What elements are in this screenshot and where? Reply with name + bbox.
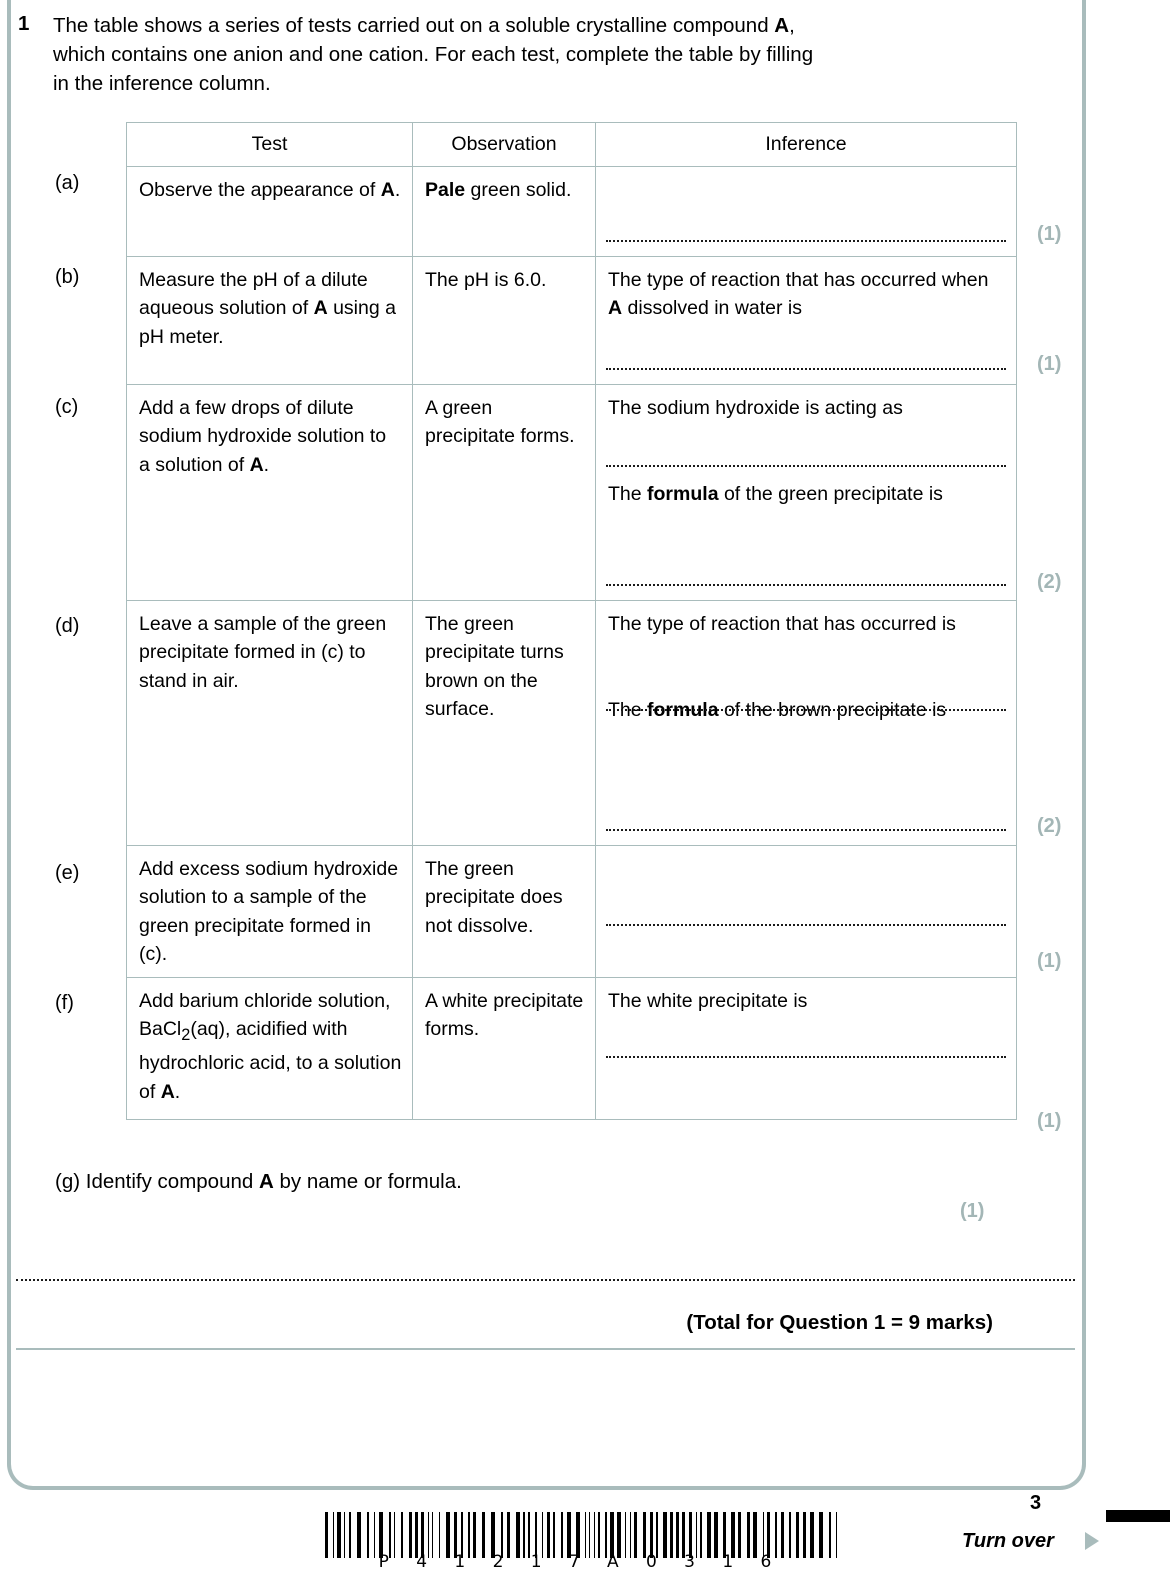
barcode-char: 1 <box>454 1552 466 1572</box>
inf-d-line-1: The type of reaction that has occurred is <box>608 612 956 635</box>
inf-c-line-1: The sodium hydroxide is acting as <box>608 396 903 419</box>
part-g-pre: (g) Identify compound <box>55 1170 259 1193</box>
test-b-pre: Measure the pH of a dilute aqueous solution of <box>139 268 368 319</box>
test-f-compound: A <box>160 1080 175 1103</box>
inf-c-line-2-pre: The <box>608 483 648 505</box>
marks-f: (1) <box>1037 1110 1062 1132</box>
answer-line-c-2[interactable] <box>606 584 1006 586</box>
cell-test-d: Leave a sample of the green precipitate formed in (c) to stand in air. <box>127 600 413 845</box>
marks-g: (1) <box>960 1200 985 1222</box>
test-a-pre: Observe the appearance of <box>139 178 381 201</box>
barcode-char: 1 <box>530 1552 542 1572</box>
inf-f-line-1: The white precipitate is <box>608 989 808 1012</box>
inf-b-post: dissolved in water is <box>622 297 803 319</box>
marks-e: (1) <box>1037 950 1062 972</box>
barcode-char: A <box>607 1552 619 1572</box>
cell-test-e: Add excess sodium hydroxide solution to a sample of the green precipitate formed in (c). <box>127 845 413 977</box>
cell-test-a <box>127 166 413 256</box>
cell-observation-c: A green precipitate forms. <box>413 384 596 600</box>
test-f-post: . <box>174 1080 181 1103</box>
cell-inference-a[interactable] <box>596 166 1017 256</box>
test-b-compound: A <box>313 297 328 319</box>
header-inference: Inference <box>596 123 1017 167</box>
cell-inference-f[interactable] <box>596 977 1017 1119</box>
test-c-post: . <box>263 453 270 476</box>
inf-d-line-2-post: of the brown precipitate is <box>718 699 947 721</box>
part-g-post: by name or formula. <box>273 1170 462 1193</box>
test-a-post: . <box>394 178 401 201</box>
cell-observation-f: A white precipitate forms. <box>413 977 596 1119</box>
turn-over-arrow-icon <box>1085 1532 1099 1550</box>
test-b-post: using a pH meter. <box>139 297 396 348</box>
tests-table <box>126 122 1017 1120</box>
page-number: 3 <box>1030 1492 1042 1514</box>
test-f-mid: (aq), acidified with hydrochloric acid, to a solution of <box>139 1018 402 1103</box>
part-label-e: (e) <box>55 862 80 884</box>
marks-c: (2) <box>1037 571 1062 593</box>
table-header-row <box>127 123 1017 167</box>
answer-line-d-2[interactable] <box>606 829 1006 831</box>
total-rule-divider <box>16 1348 1075 1350</box>
page-edge-marker <box>1106 1510 1170 1522</box>
cell-inference-c[interactable] <box>596 384 1017 600</box>
turn-over-label: Turn over <box>962 1530 1054 1552</box>
cell-inference-b[interactable] <box>596 256 1017 384</box>
inf-d-formula-bold: formula <box>647 699 719 721</box>
test-a-compound: A <box>380 178 395 201</box>
cell-test-b <box>127 256 413 384</box>
table-row-e <box>127 845 1017 977</box>
test-c-pre: Add a few drops of dilute sodium hydroxide solution to a solution of <box>139 396 387 476</box>
part-label-f: (f) <box>55 992 74 1014</box>
marks-d: (2) <box>1037 815 1062 837</box>
header-observation: Observation <box>413 123 596 167</box>
total-marks-label: (Total for Question 1 = 9 marks) <box>686 1311 993 1334</box>
inf-c-formula-bold: formula <box>647 483 719 505</box>
cell-inference-e[interactable] <box>596 845 1017 977</box>
table-row-c <box>127 384 1017 600</box>
answer-line-b[interactable] <box>606 368 1006 370</box>
table-row-d <box>127 600 1017 845</box>
cell-test-c <box>127 384 413 600</box>
barcode-char: 7 <box>568 1552 580 1572</box>
barcode-char: 3 <box>684 1552 695 1572</box>
table-row-a <box>127 166 1017 256</box>
barcode-text <box>325 1552 785 1572</box>
stem-line-3: in the inference column. <box>53 72 271 95</box>
barcode-char: 2 <box>492 1552 504 1572</box>
answer-line-e[interactable] <box>606 924 1006 926</box>
answer-line-d-1[interactable] <box>606 709 1006 711</box>
obs-a-rest: green solid. <box>465 178 572 201</box>
stem-line-2: which contains one anion and one cation. For each test, complete the table by filling <box>53 43 814 66</box>
marks-a: (1) <box>1037 223 1062 245</box>
barcode-char: 6 <box>760 1552 772 1572</box>
inf-d-line-2-pre: The <box>608 699 648 721</box>
part-label-a: (a) <box>55 172 80 194</box>
answer-line-f[interactable] <box>606 1056 1006 1058</box>
inf-c-line-2-post: of the green precipitate is <box>718 483 943 505</box>
part-label-b: (b) <box>55 266 80 288</box>
stem-line-1: The table shows a series of tests carried out on a soluble crystalline compound <box>53 14 775 37</box>
part-label-d: (d) <box>55 615 80 637</box>
barcode-char: 0 <box>646 1552 657 1572</box>
inf-b-pre: The type of reaction that has occurred when <box>608 268 989 291</box>
answer-line-g[interactable] <box>16 1279 1075 1281</box>
question-number: 1 <box>18 12 30 35</box>
inf-c-line-2 <box>608 480 1006 509</box>
table-row-b <box>127 256 1017 384</box>
answer-line-c-1[interactable] <box>606 465 1006 467</box>
barcode-char: 1 <box>722 1552 734 1572</box>
stem-compound-a: A <box>774 14 790 37</box>
part-g-label <box>55 1170 462 1194</box>
table-row-f <box>127 977 1017 1119</box>
test-f-subscript: 2 <box>181 1025 191 1044</box>
test-f-pre: Add barium chloride solution, BaCl <box>139 989 391 1040</box>
barcode-char: P <box>378 1552 389 1572</box>
part-g-compound: A <box>258 1170 274 1193</box>
test-c-compound: A <box>249 453 264 476</box>
cell-test-f <box>127 977 413 1119</box>
question-stem <box>53 11 993 98</box>
part-label-c: (c) <box>55 396 79 418</box>
obs-a-bold: Pale <box>425 178 466 201</box>
barcode-char: 4 <box>416 1552 428 1572</box>
answer-line-a[interactable] <box>606 240 1006 242</box>
cell-inference-d[interactable] <box>596 600 1017 845</box>
marks-b: (1) <box>1037 353 1062 375</box>
cell-observation-a <box>413 166 596 256</box>
header-test: Test <box>127 123 413 167</box>
stem-line-1-end: , <box>789 14 795 37</box>
inf-b-compound: A <box>608 297 623 319</box>
cell-observation-d: The green precipitate turns brown on the surface. <box>413 600 596 845</box>
cell-observation-e: The green precipitate does not dissolve. <box>413 845 596 977</box>
cell-observation-b: The pH is 6.0. <box>413 256 596 384</box>
